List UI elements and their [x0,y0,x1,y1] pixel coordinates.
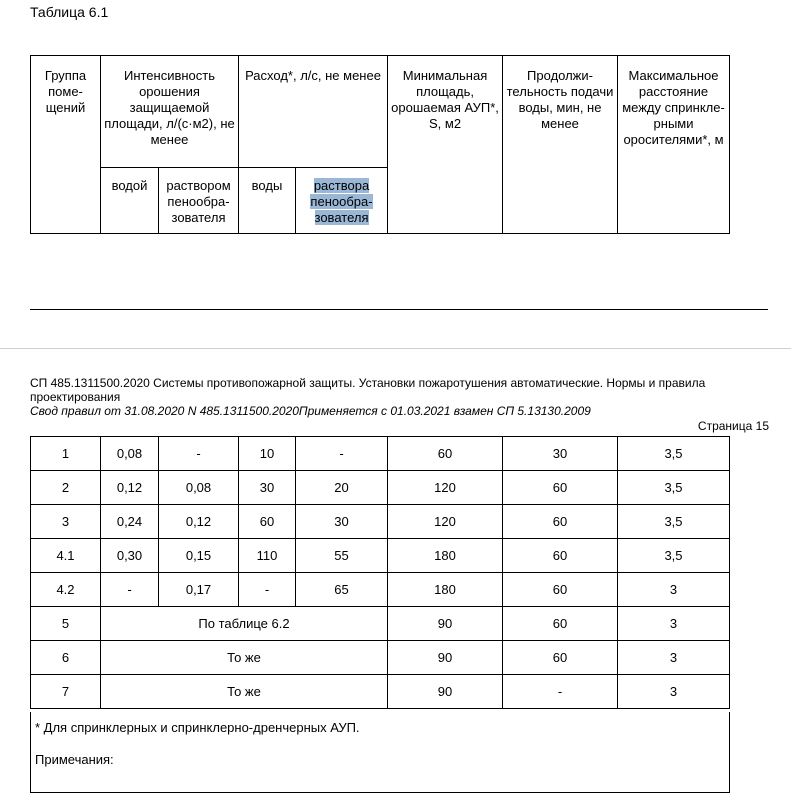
table-header [30,55,730,234]
header-distance: Максимальное расстояние между спринкле-рными оросителями*, м [618,56,730,234]
table-body [30,436,730,709]
table-row: 6 То же 90 60 3 [31,641,730,675]
document-meta: Свод правил от 31.08.2020 N 485.1311500.2020Применяется с 01.03.2021 взамен СП 5.13130.2009 [30,404,591,418]
header-group: Группа поме-щений [31,56,101,234]
page-divider-line [30,309,768,310]
page-number: Страница 15 [697,419,769,433]
table-row: 4.2 - 0,17 - 65 180 60 3 [31,573,730,607]
table-row: 7 То же 90 - 3 [31,675,730,709]
header-foam-solution-flow: раствора пенообра-зователя [296,168,388,234]
table-row: 3 0,24 0,12 60 30 120 60 3,5 [31,505,730,539]
header-flow: Расход*, л/с, не менее [239,56,388,168]
header-area: Минимальная площадь, орошаемая АУП*, S, м2 [388,56,503,234]
document-title: СП 485.1311500.2020 Системы противопожарной защиты. Установки пожаротушения автоматические. Нормы и правила проектирования [30,376,706,404]
table-title: Таблица 6.1 [30,4,109,20]
header-intensity: Интенсивность орошения защищаемой площади, л/(с·м2), не менее [101,56,239,168]
header-duration: Продолжи-тельность подачи воды, мин, не менее [503,56,618,234]
footnote-text: * Для спринклерных и спринклерно-дренчерных АУП. [35,720,360,735]
footnote-box [30,712,730,793]
table-row: 2 0,12 0,08 30 20 120 60 3,5 [31,471,730,505]
table-row: 5 По таблице 6.2 90 60 3 [31,607,730,641]
header-water: водой [101,168,159,234]
header-foam-solution: раствором пенообра-зователя [159,168,239,234]
notes-label: Примечания: [35,752,114,767]
header-water-flow: воды [239,168,296,234]
table-row: 4.1 0,30 0,15 110 55 180 60 3,5 [31,539,730,573]
page-break [0,348,791,349]
table-row: 1 0,08 - 10 - 60 30 3,5 [31,437,730,471]
